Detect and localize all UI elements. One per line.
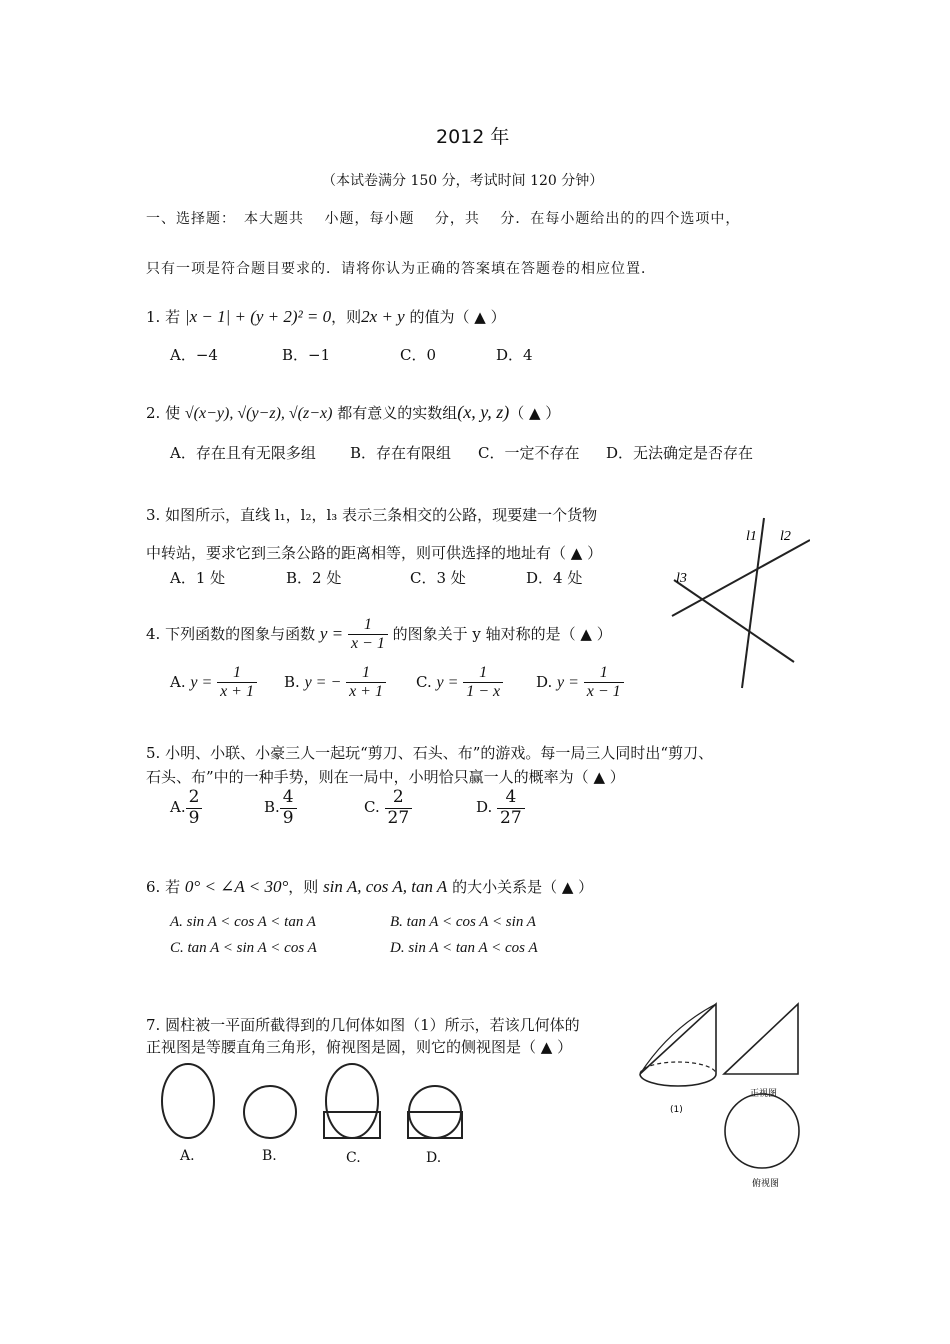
intersecting-lines-figure <box>660 510 810 695</box>
question-4 <box>146 616 612 654</box>
option-a: A. y = $\frac{1}{x + 1}$ <box>170 664 257 702</box>
question-text: 的大小关系是（ ▲ ） <box>452 878 594 896</box>
option-a: A. $\frac{2}{9}$ <box>170 788 202 828</box>
option-b: B．−1 <box>282 346 331 364</box>
side-view-options <box>150 1058 480 1148</box>
question-text: 的值为（ ▲ ） <box>409 308 506 326</box>
option-c: C．0 <box>400 346 437 364</box>
question-text: 若 <box>165 878 181 896</box>
option-b-label: B. <box>262 1148 277 1164</box>
front-view-label: 正视图 <box>750 1089 778 1099</box>
question-text: 若 <box>165 308 181 326</box>
math-expression: |x − 1| + (y + 2)² = 0 <box>184 307 332 326</box>
option-b: B. y = − $\frac{1}{x + 1}$ <box>284 664 386 702</box>
option-b: B. tan A < cos A < sin A <box>390 914 536 930</box>
question-6 <box>146 876 593 897</box>
option-d: D．4 处 <box>526 569 583 587</box>
section-instruction-1: 本大题共 小题，每小题 分，共 分．在每小题给出的的四个选项中， <box>244 211 741 227</box>
label-l2: l2 <box>780 529 791 544</box>
option-b: B．存在有限组 <box>350 444 452 462</box>
question-text: 使 <box>165 404 181 422</box>
page-title: 2012 年 <box>436 126 510 148</box>
math-expression: y = <box>319 623 344 643</box>
option-d: D. $\frac{4}{27}$ <box>476 788 525 828</box>
option-d: D. sin A < tan A < cos A <box>390 940 538 956</box>
question-3 <box>146 504 597 525</box>
question-5-line-2: 石头、布”中的一种手势，则在一局中，小明恰只赢一人的概率为（ ▲ ） <box>146 768 625 786</box>
option-c: C. $\frac{2}{27}$ <box>364 788 412 828</box>
question-text: ，则 <box>331 308 362 326</box>
figure-caption: (1) <box>670 1105 683 1115</box>
question-number: 3. <box>146 506 161 524</box>
question-text: 小明、小联、小豪三人一起玩“剪刀、石头、布”的游戏。每一局三人同时出“剪刀、 <box>165 744 714 762</box>
top-view-label: 俯视图 <box>752 1179 780 1189</box>
option-d-label: D. <box>426 1150 442 1166</box>
option-d: D．4 <box>496 346 533 364</box>
option-b: B．2 处 <box>286 569 342 587</box>
option-a: A．1 处 <box>170 569 226 587</box>
math-expression: √(x−y), √(y−z), √(z−x) <box>184 405 333 422</box>
line-l3 <box>674 580 794 662</box>
option-d: D. y = $\frac{1}{x - 1}$ <box>536 664 624 702</box>
front-view-triangle <box>724 1004 798 1074</box>
question-3-line-2: 中转站，要求它到三条公路的距离相等，则可供选择的地址有（ ▲ ） <box>146 544 603 562</box>
line-l2 <box>672 540 810 616</box>
exam-info: （本试卷满分 150 分，考试时间 120 分钟） <box>322 173 604 189</box>
question-number: 4. <box>146 624 161 643</box>
question-text: 都有意义的实数组 <box>337 404 458 422</box>
question-2 <box>146 402 560 423</box>
option-a: A. sin A < cos A < tan A <box>170 914 316 930</box>
question-text: 如图所示，直线 l₁，l₂，l₃ 表示三条相交的公路，现要建一个货物 <box>165 506 598 524</box>
question-number: 5. <box>146 744 161 762</box>
option-c: C. tan A < sin A < cos A <box>170 940 317 956</box>
question-1 <box>146 306 506 327</box>
option-a: A．−4 <box>170 346 218 364</box>
option-b-circle <box>244 1086 296 1138</box>
option-c: C. y = $\frac{1}{1 - x}$ <box>416 664 503 702</box>
question-text: ，则 <box>288 878 319 896</box>
label-l3: l3 <box>676 571 687 586</box>
section-instruction-2: 只有一项是符合题目要求的．请将你认为正确的答案填在答题卷的相应位置． <box>146 261 656 277</box>
question-5 <box>146 742 713 763</box>
option-a: A．存在且有无限多组 <box>170 444 316 462</box>
cylinder-outline <box>640 1004 716 1074</box>
question-number: 1. <box>146 308 161 326</box>
option-d-rectangle <box>408 1112 462 1138</box>
cut-cylinder-figure <box>630 998 810 1198</box>
option-c: C．一定不存在 <box>478 444 580 462</box>
option-a-label: A. <box>180 1148 195 1164</box>
question-number: 2. <box>146 404 161 422</box>
question-text: 圆柱被一平面所截得到的几何体如图（1）所示，若该几何体的 <box>165 1016 580 1034</box>
question-text: 下列函数的图象与函数 <box>165 624 316 643</box>
option-d: D．无法确定是否存在 <box>606 444 754 462</box>
question-text: 的图象关于 y 轴对称的是（ ▲ ） <box>392 624 612 643</box>
option-c-ellipse <box>326 1064 378 1138</box>
section-label: 一、选择题： <box>146 211 236 227</box>
top-view-circle <box>725 1094 799 1168</box>
math-expression: 2x + y <box>361 307 405 326</box>
question-number: 6. <box>146 878 161 896</box>
fraction: $\frac{1}{x - 1}$ <box>348 616 388 654</box>
cylinder-base-front <box>640 1074 716 1086</box>
option-c-label: C. <box>346 1150 361 1166</box>
question-number: 7. <box>146 1016 161 1034</box>
math-expression: sin A, cos A, tan A <box>323 877 448 896</box>
option-c: C．3 处 <box>410 569 466 587</box>
math-expression: 0° < ∠A < 30° <box>184 877 289 896</box>
option-a-ellipse <box>162 1064 214 1138</box>
label-l1: l1 <box>746 529 757 544</box>
math-expression: (x, y, z) <box>457 402 510 422</box>
question-7 <box>146 1014 580 1035</box>
question-7-line-2: 正视图是等腰直角三角形，俯视图是圆，则它的侧视图是（ ▲ ） <box>146 1038 573 1056</box>
option-b: B. $\frac{4}{9}$ <box>264 788 297 828</box>
question-text: （ ▲ ） <box>509 404 561 422</box>
